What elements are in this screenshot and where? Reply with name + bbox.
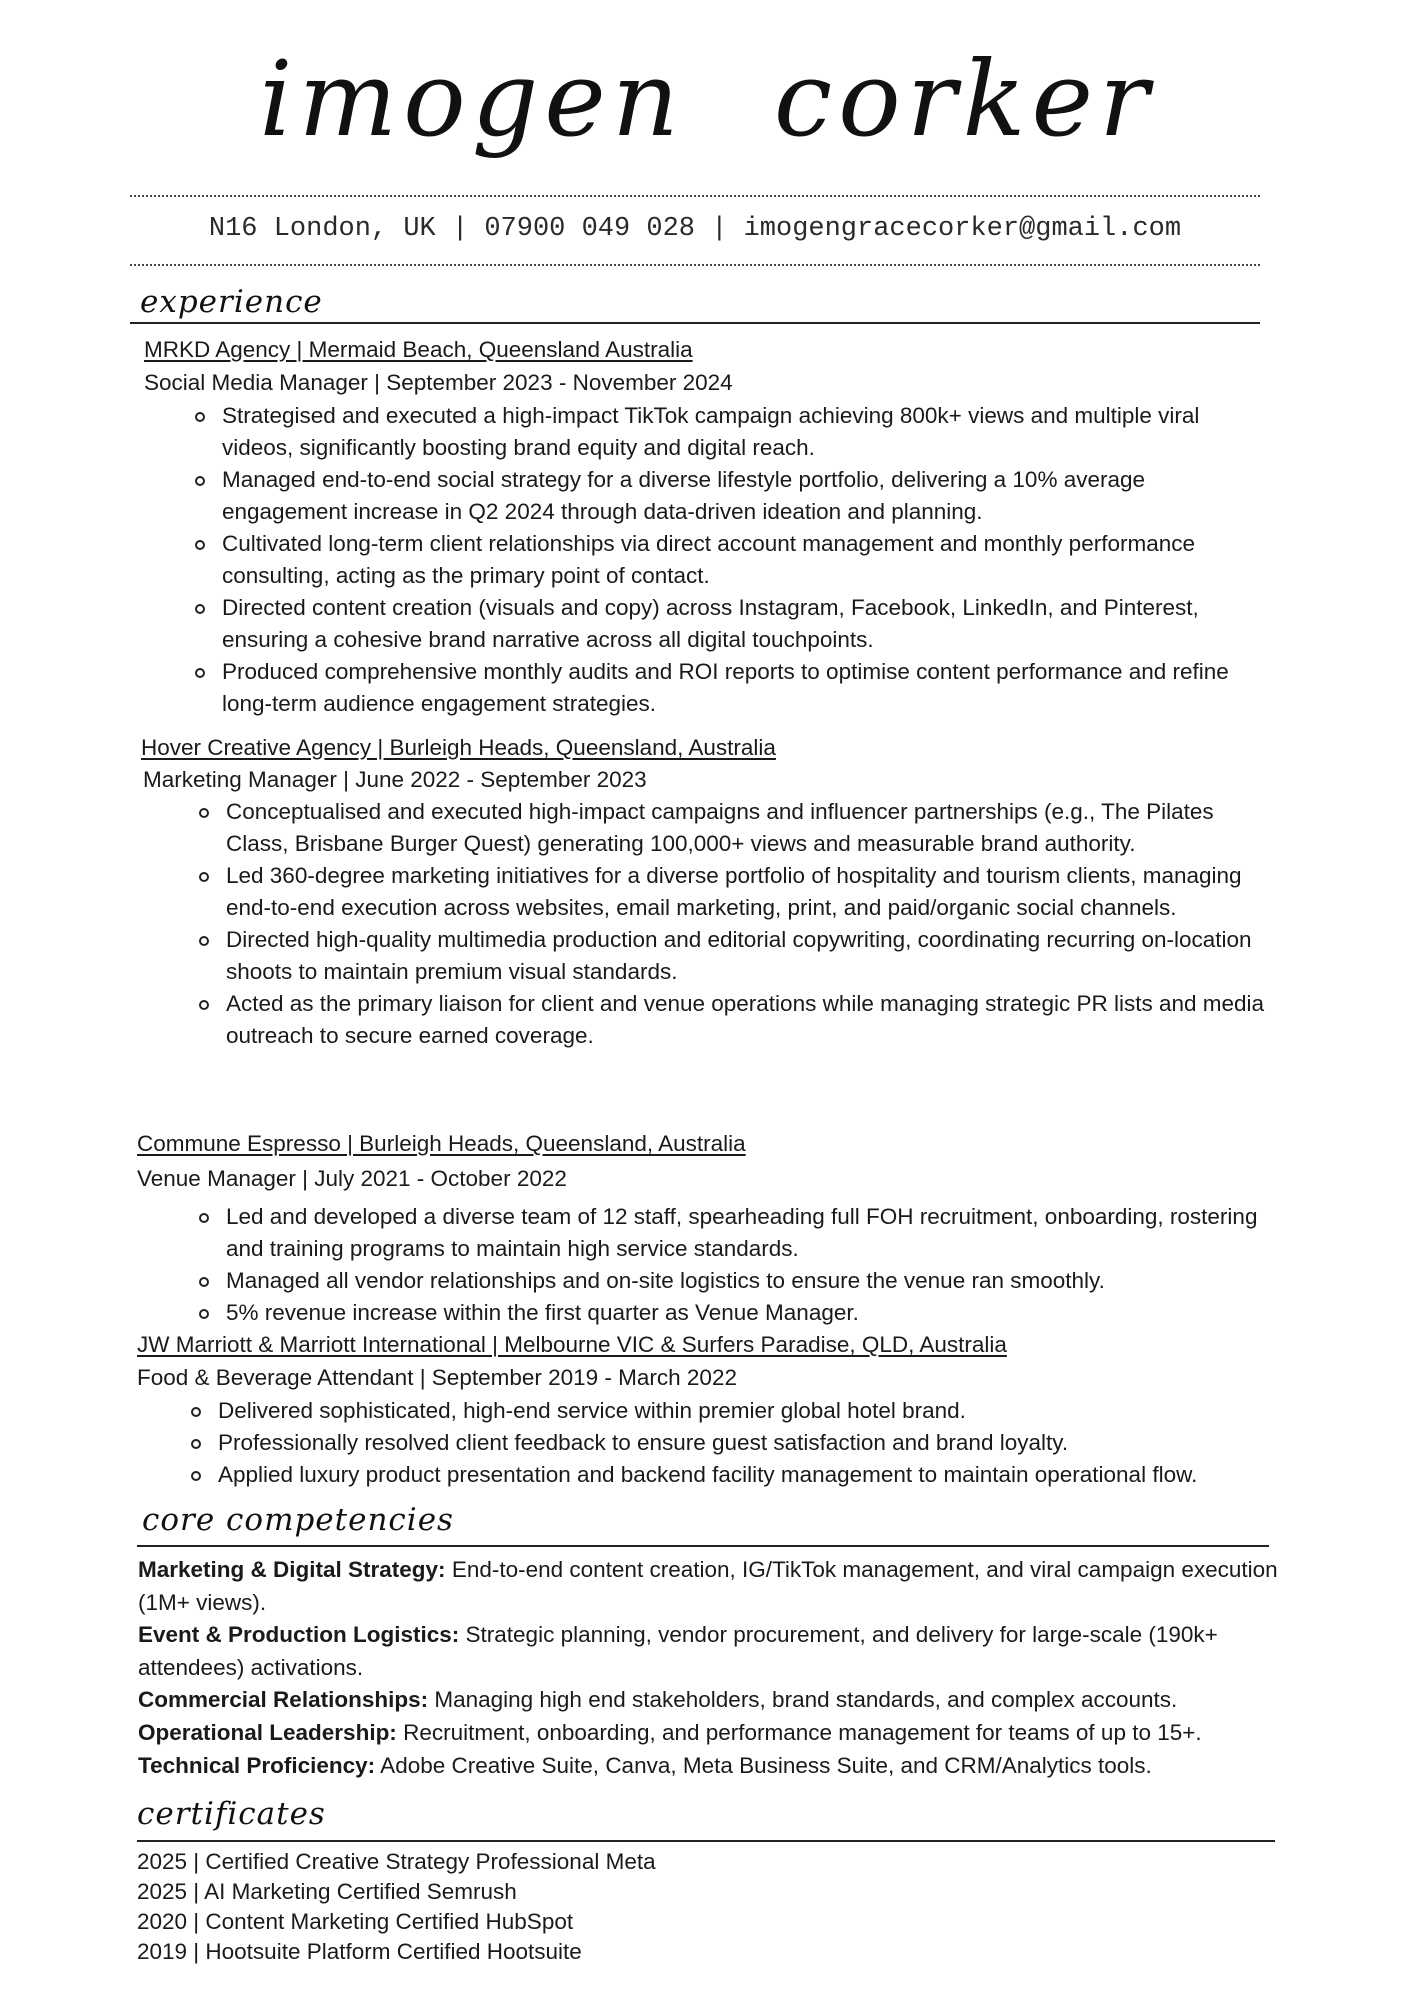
job-company: Commune Espresso | Burleigh Heads, Queensland, Australia: [137, 1131, 746, 1156]
competency-text: Managing high end stakeholders, brand standards, and complex accounts.: [428, 1687, 1178, 1713]
bullet-item: Cultivated long-term client relationships via direct account management and monthly performance consulting, acting as the primary point of contact.: [222, 528, 1262, 592]
bullet-item: Strategised and executed a high-impact TikTok campaign achieving 800k+ views and multiple viral videos, significantly boosting brand equity and digital reach.: [222, 400, 1262, 464]
competency-label: Event & Production Logistics:: [138, 1622, 460, 1648]
competency-item: [138, 1619, 1298, 1684]
header-divider-top: [130, 195, 1260, 197]
bullet-item: Directed content creation (visuals and copy) across Instagram, Facebook, LinkedIn, and Pinterest, ensuring a cohesive brand narrative across all digital touchpoints.: [222, 592, 1262, 656]
competency-text: Adobe Creative Suite, Canva, Meta Business Suite, and CRM/Analytics tools.: [375, 1752, 1152, 1778]
bullet-item: Managed all vendor relationships and on-site logistics to ensure the venue ran smoothly.: [226, 1265, 1266, 1297]
certificate-item: 2019 | Hootsuite Platform Certified Hootsuite: [137, 1939, 582, 1964]
competency-item: [138, 1717, 1298, 1750]
job-role: Food & Beverage Attendant | September 2019 - March 2022: [137, 1365, 737, 1390]
bullet-item: Directed high-quality multimedia production and editorial copywriting, coordinating recurring on-location shoots to maintain premium visual standards.: [226, 924, 1266, 988]
job-bullets: [226, 1201, 1266, 1329]
certificate-item: 2025 | AI Marketing Certified Semrush: [137, 1879, 517, 1904]
certificates-list: [137, 1847, 656, 1967]
experience-heading: experience: [140, 284, 323, 320]
certificate-item: 2025 | Certified Creative Strategy Professional Meta: [137, 1849, 656, 1874]
competency-text: End-to-end content creation, IG/TikTok management, and viral campaign execution (1M+ views).: [138, 1557, 1278, 1615]
certificates-heading: certificates: [137, 1796, 326, 1832]
competencies-heading: core competencies: [142, 1502, 454, 1538]
competency-text: Recruitment, onboarding, and performance management for teams of up to 15+.: [396, 1719, 1202, 1745]
job-bullets: [226, 796, 1266, 1052]
competency-item: [138, 1554, 1298, 1619]
competency-label: Technical Proficiency:: [138, 1752, 376, 1778]
bullet-item: Professionally resolved client feedback to ensure guest satisfaction and brand loyalty.: [218, 1427, 1298, 1459]
competency-label: Operational Leadership:: [138, 1719, 397, 1745]
job-company: JW Marriott & Marriott International | Melbourne VIC & Surfers Paradise, QLD, Australia: [137, 1332, 1007, 1357]
competency-label: Marketing & Digital Strategy:: [138, 1557, 446, 1582]
competency-label: Commercial Relationships:: [138, 1687, 429, 1713]
header-divider-bottom: [130, 264, 1260, 266]
certificate-item: 2020 | Content Marketing Certified HubSpot: [137, 1909, 574, 1934]
resume-name: imogen corker: [259, 38, 1155, 160]
job-role: Venue Manager | July 2021 - October 2022: [137, 1166, 567, 1191]
job-company: MRKD Agency | Mermaid Beach, Queensland Australia: [144, 337, 693, 362]
job-company: Hover Creative Agency | Burleigh Heads, Queensland, Australia: [141, 735, 776, 760]
job-bullets: [222, 400, 1262, 720]
bullet-item: Conceptualised and executed high-impact campaigns and influencer partnerships (e.g., The Pilates Class, Brisbane Burger Quest) generating 100,000+ views and measurable brand authority.: [226, 796, 1266, 860]
contact-line: N16 London, UK | 07900 049 028 | imogengracecorker@gmail.com: [208, 214, 1182, 244]
bullet-item: 5% revenue increase within the first quarter as Venue Manager.: [226, 1297, 1266, 1329]
job-bullets: [218, 1395, 1298, 1491]
bullet-item: Led 360-degree marketing initiatives for a diverse portfolio of hospitality and tourism clients, managing end-to-end execution across websites, email marketing, print, and paid/organic social channels.: [226, 860, 1266, 924]
bullet-item: Led and developed a diverse team of 12 staff, spearheading full FOH recruitment, onboarding, rostering and training programs to maintain high service standards.: [226, 1201, 1266, 1265]
bullet-item: Acted as the primary liaison for client and venue operations while managing strategic PR lists and media outreach to secure earned coverage.: [226, 988, 1266, 1052]
competency-item: [138, 1750, 1298, 1783]
job-role: Marketing Manager | June 2022 - September 2023: [143, 767, 647, 792]
competency-text: Strategic planning, vendor procurement, and delivery for large-scale (190k+ attendees) activations.: [138, 1622, 1218, 1680]
competencies-rule: [137, 1545, 1269, 1547]
bullet-item: Produced comprehensive monthly audits and ROI reports to optimise content performance and refine long-term audience engagement strategies.: [222, 656, 1262, 720]
experience-rule: [130, 322, 1260, 324]
bullet-item: Delivered sophisticated, high-end service within premier global hotel brand.: [218, 1395, 1298, 1427]
certificates-rule: [137, 1840, 1275, 1842]
bullet-item: Applied luxury product presentation and backend facility management to maintain operational flow.: [218, 1459, 1298, 1491]
job-role: Social Media Manager | September 2023 - November 2024: [144, 370, 733, 395]
bullet-item: Managed end-to-end social strategy for a diverse lifestyle portfolio, delivering a 10% average engagement increase in Q2 2024 through data-driven ideation and planning.: [222, 464, 1262, 528]
competency-item: [138, 1684, 1298, 1717]
competencies-list: [138, 1554, 1298, 1782]
